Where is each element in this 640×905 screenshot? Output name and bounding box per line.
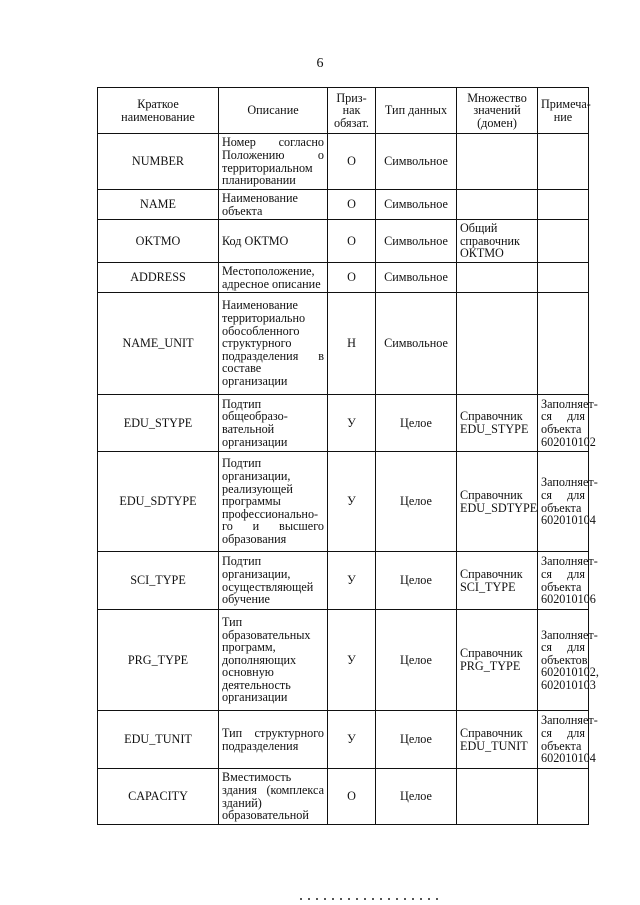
cell-description: Вместимость здания (комплекса зданий) образовательной [219, 769, 328, 825]
cell-code: NAME [98, 190, 219, 220]
cell-domain [457, 263, 538, 293]
cell-domain [457, 293, 538, 395]
cell-required: У [328, 452, 376, 552]
cell-note: Заполняет-ся для объекта 602010102 [538, 395, 589, 452]
cell-description: Тип образовательных программ, дополняющих основную деятельность организации [219, 610, 328, 711]
cell-domain [457, 769, 538, 825]
cell-note [538, 293, 589, 395]
cell-note [538, 134, 589, 190]
cell-domain: Общий справочник ОКТМО [457, 220, 538, 263]
cell-description: Код ОКТМО [219, 220, 328, 263]
cell-code: EDU_STYPE [98, 395, 219, 452]
cell-required: У [328, 395, 376, 452]
cell-required: У [328, 552, 376, 610]
table-row [98, 220, 589, 263]
cell-required: О [328, 190, 376, 220]
cell-domain: Справочник EDU_TUNIT [457, 711, 538, 769]
header-data-type: Тип данных [376, 88, 457, 134]
cell-code: NUMBER [98, 134, 219, 190]
cell-code: EDU_TUNIT [98, 711, 219, 769]
cell-data-type: Символьное [376, 134, 457, 190]
cell-code: EDU_SDTYPE [98, 452, 219, 552]
header-domain: Множество значений (домен) [457, 88, 538, 134]
cell-description: Номер согласно Положению о территориальном планировании [219, 134, 328, 190]
cell-description: Наименование объекта [219, 190, 328, 220]
cell-note [538, 769, 589, 825]
table-row [98, 552, 589, 610]
page-number: 6 [316, 56, 324, 71]
cell-required: Н [328, 293, 376, 395]
cell-code: NAME_UNIT [98, 293, 219, 395]
cell-description: Подтип организации, реализующей программы профессионально-го и высшего образования [219, 452, 328, 552]
cell-data-type: Символьное [376, 293, 457, 395]
cell-data-type: Целое [376, 769, 457, 825]
cell-domain: Справочник SCI_TYPE [457, 552, 538, 610]
cell-required: У [328, 711, 376, 769]
cell-code: CAPACITY [98, 769, 219, 825]
cell-data-type: Символьное [376, 220, 457, 263]
table-row [98, 711, 589, 769]
table-row [98, 134, 589, 190]
table-row [98, 293, 589, 395]
cell-data-type: Целое [376, 552, 457, 610]
cell-description: Наименование территориально обособленного структурного подразделения в составе организации [219, 293, 328, 395]
cell-data-type: Целое [376, 610, 457, 711]
header-code: Краткое наименование [98, 88, 219, 134]
cell-required: О [328, 769, 376, 825]
cell-description: Подтип организации, осуществляющей обучение [219, 552, 328, 610]
cell-note: Заполняет-ся для объекта 602010106 [538, 552, 589, 610]
cell-required: О [328, 220, 376, 263]
cell-note [538, 220, 589, 263]
table-row [98, 452, 589, 552]
cell-data-type: Целое [376, 711, 457, 769]
cell-description: Тип структурного подразделения [219, 711, 328, 769]
cell-domain: Справочник EDU_SDTYPE [457, 452, 538, 552]
cell-note: Заполняет-ся для объекта 602010104 [538, 711, 589, 769]
cell-code: ADDRESS [98, 263, 219, 293]
attributes-table [97, 87, 599, 825]
table-row [98, 610, 589, 711]
table-row [98, 190, 589, 220]
scan-artifact [300, 898, 440, 901]
cell-data-type: Целое [376, 452, 457, 552]
cell-required: О [328, 263, 376, 293]
cell-required: О [328, 134, 376, 190]
header-required: Приз- нак обязат. [328, 88, 376, 134]
table-header-row [98, 88, 589, 134]
cell-data-type: Целое [376, 395, 457, 452]
cell-note: Заполняет-ся для объектов 602010102, 602010103 [538, 610, 589, 711]
cell-code: OKTMO [98, 220, 219, 263]
cell-data-type: Символьное [376, 190, 457, 220]
table-row [98, 769, 589, 825]
cell-description: Местоположение, адресное описание [219, 263, 328, 293]
header-description: Описание [219, 88, 328, 134]
cell-domain: Справочник PRG_TYPE [457, 610, 538, 711]
cell-description: Подтип общеобразо-вательной организации [219, 395, 328, 452]
cell-domain [457, 190, 538, 220]
table-row [98, 395, 589, 452]
cell-domain: Справочник EDU_STYPE [457, 395, 538, 452]
cell-code: SCI_TYPE [98, 552, 219, 610]
cell-code: PRG_TYPE [98, 610, 219, 711]
cell-required: У [328, 610, 376, 711]
cell-note [538, 190, 589, 220]
cell-note: Заполняет-ся для объекта 602010104 [538, 452, 589, 552]
cell-domain [457, 134, 538, 190]
cell-data-type: Символьное [376, 263, 457, 293]
header-note: Примеча- ние [538, 88, 589, 134]
table-row [98, 263, 589, 293]
cell-note [538, 263, 589, 293]
